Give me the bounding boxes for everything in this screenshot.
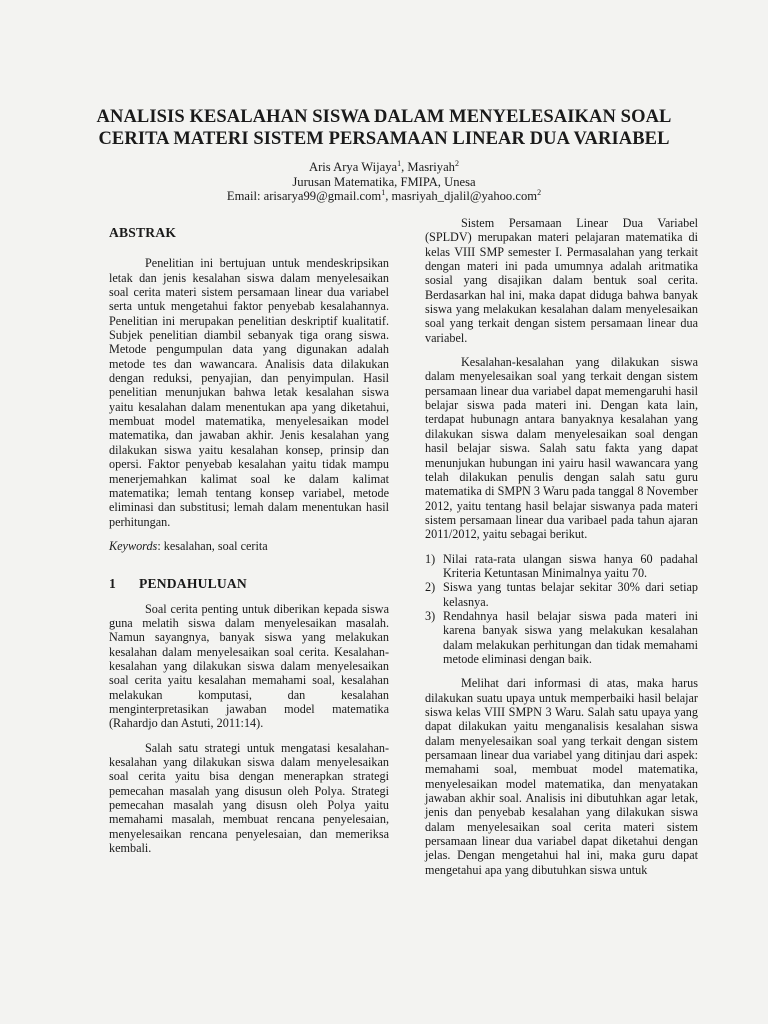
findings-list <box>425 552 698 667</box>
affiliation: Jurusan Matematika, FMIPA, Unesa <box>292 174 476 189</box>
list-item <box>425 552 698 581</box>
author-block <box>60 160 708 204</box>
list-text: Rendahnya hasil belajar siswa pada materi ini karena banyak siswa yang melakukan kesalahan dalam melakukan perhitungan dan tidak memahami metode eliminasi dengan baik. <box>443 608 698 666</box>
author-2: Masriyah <box>407 160 455 174</box>
intro-paragraph-2: Salah satu strategi untuk mengatasi kesalahan-kesalahan yang dilakukan siswa dalam menyelesaikan soal cerita yaitu bisa dengan menerapkan strategi pemecahan masalah yang disusun oleh Polya. Strategi pemecahan masalah yang disusn oleh Polya yaitu memahami masalah, membuat rencana penyelesaian, menyelesaikan rencana penyelesaian, dan memeriksa kembali. <box>109 740 389 856</box>
email-1-sup: 1 <box>381 187 386 197</box>
list-number: 2) <box>425 580 436 595</box>
author-separator: , <box>401 160 408 174</box>
paper-title <box>60 106 708 150</box>
left-column <box>109 216 389 865</box>
email-line <box>60 189 708 204</box>
right-paragraph-2: Kesalahan-kesalahan yang dilakukan siswa dalam menyelesaikan soal yang terkait dengan sistem persamaan linear dua variabel dapat memengaruhi hasil belajar siswa pada materi ini. Dengan kata lain, terdapat hubunagn antara banyaknya kesalahan yang dilakukan siswa dalam menyelesaikan soal dengan hasil belajar siswa. Salah satu fakta yang dapat menunjukan hubungan ini yairu hasil wawancara yang telah dilakukan penulis dengan salah satu guru matematika di SMPN 3 Waru pada tanggal 8 November 2012, yaitu tentang hasil belajar siswanya pada materi sistem persamaan linear dua varibael pada tahun ajaran 2011/2012, yaitu sebagai berikut. <box>425 355 698 542</box>
section-number: 1 <box>109 576 116 592</box>
email-2-sup: 2 <box>537 187 542 197</box>
right-paragraph-3: Melihat dari informasi di atas, maka harus dilakukan suatu upaya untuk memperbaiki hasil belajar siswa kelas VIII SMPN 3 Waru. Salah satu upaya yang dapat dilakukan yaitu menganalisis kesalahan siswa dalam menyelesaikan soal yang terkait dengan sistem persamaan linear dua variabel yang ditinjau dari aspek: memahami soal, membuat model matematika, menyelesaikan model matematika, dan menyatakan jawaban akhir soal. Analisis ini dibutuhkan agar letak, jenis dan penyebab kesalahan yang dilakukan siswa dalam menyelesaikan soal cerita materi sistem persamaan linear dua variabel dapat diketahui dengan jelas. Dengan mengetahui hal ini, maka guru dapat mengetahui apa yang dibutuhkan siswa untuk <box>425 676 698 877</box>
right-column <box>425 216 698 887</box>
list-number: 1) <box>425 551 436 566</box>
keywords <box>109 539 389 553</box>
keywords-text: : kesalahan, soal cerita <box>157 538 268 553</box>
author-1: Aris Arya Wijaya <box>309 160 398 174</box>
list-text: Siswa yang tuntas belajar sekitar 30% dari setiap kelasnya. <box>443 580 698 609</box>
title-line-2: CERITA MATERI SISTEM PERSAMAAN LINEAR DUA VARIABEL <box>98 129 670 149</box>
list-text: Nilai rata-rata ulangan siswa hanya 60 padahal Kriteria Ketuntasan Minimalnya yaitu 70. <box>443 551 698 580</box>
title-line-1: ANALISIS KESALAHAN SISWA DALAM MENYELESAIKAN SOAL <box>96 107 672 127</box>
author-1-sup: 1 <box>397 158 402 168</box>
email-2: , masriyah_djalil@yahoo.com <box>385 189 538 203</box>
author-2-sup: 2 <box>454 158 459 168</box>
author-names <box>60 160 708 175</box>
list-number: 3) <box>425 608 436 623</box>
abstract-text: Penelitian ini bertujuan untuk mendeskripsikan letak dan jenis kesalahan siswa dalam menyelesaikan soal cerita materi sistem persamaan linear dua variabel serta untuk mengetahui faktor penyebab kesalahannya. Penelitian ini merupakan penelitian deskriptif kualitatif. Subjek penelitian diambil sebanyak tiga orang siswa. Metode pengumpulan data yang digunakan adalah metode tes dan wawancara. Analisis data dilakukan dengan reduksi, penyajian, dan penyimpulan. Hasil penelitian menunjukan bahwa letak kesalahan siswa yaitu kesalahan dalam menentukan apa yang diketahui, membuat model matematika, menyelesaikan model matematika, dan jawaban akhir. Jenis kesalahan yang dilakukan siswa yaitu kesalahan konsep, prinsip dan opersi. Faktor penyebab kesalahan yaitu tidak mampu menerjemahkan kalimat soal ke dalam kalimat matematika; lemah tentang konsep variabel, metode eliminasi dan substitusi; lemah dalam menentukan hasil perhitungan. <box>109 256 389 529</box>
list-item <box>425 580 698 609</box>
section-heading <box>109 577 389 591</box>
keywords-label: Keywords <box>109 538 158 553</box>
list-item <box>425 609 698 666</box>
email-1: Email: arisarya99@gmail.com <box>226 189 382 203</box>
abstract-heading: ABSTRAK <box>109 225 177 240</box>
section-title: PENDAHULUAN <box>139 576 247 592</box>
intro-paragraph-1: Soal cerita penting untuk diberikan kepada siswa guna melatih siswa dalam menyelesaikan masalah. Namun sayangnya, banyak siswa yang melakukan kesalahan dalam menyelesaikan soal cerita. Kesalahan-kesalahan yang dilakukan siswa dalam menyelesaikan soal cerita yaitu kesalahan memahami soal, kesalahan melakukan komputasi, dan kesalahan menginterpretasikan jawaban model matematika (Rahardjo dan Astuti, 2011:14). <box>109 601 389 731</box>
right-paragraph-1: Sistem Persamaan Linear Dua Variabel (SPLDV) merupakan materi pelajaran matematika di kelas VIII SMP semester I. Permasalahan yang terkait dengan materi ini pada umumnya adalah aritmatika sosial yang disajikan dalam bentuk soal cerita. Berdasarkan hal ini, maka dapat diduga bahwa banyak siswa yang melakukan kesalahan dalam menyelesaikan soal yang terkait dengan sistem persamaan linear dua variabel. <box>425 216 698 345</box>
